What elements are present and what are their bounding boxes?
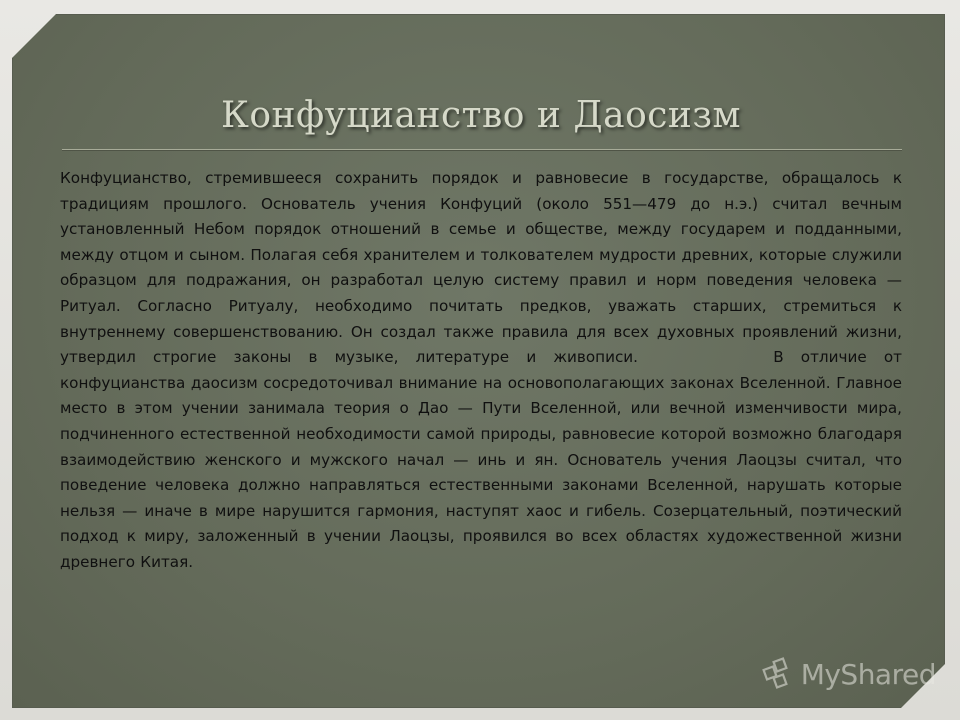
watermark	[761, 656, 936, 692]
myshared-logo-icon	[761, 656, 797, 692]
slide-title: Конфуцианство и Даосизм	[220, 95, 742, 136]
watermark-text: MyShared	[800, 657, 936, 691]
slide-body	[60, 166, 902, 576]
paragraph-2: В отличие от конфуцианства даосизм сосредоточивал внимание на основополагающих законах Вселенной. Главное место в этом учении занимала теория о Дао — Пути Вселенной, или вечной изменчивости мира, подчиненного естественной необходимости самой природы, равновесие которой возможно благодаря взаимодействию женского и мужского начал — инь и ян. Основатель учения Лаоцзы считал, что поведение человека должно направляться естественными законами Вселенной, нарушать которые нельзя — иначе в мире нарушится гармония, наступят хаос и гибель. Созерцательный, поэтический подход к миру, заложенный в учении Лаоцзы, проявился во всех областях художественной жизни древнего Китая.	[60, 348, 903, 571]
paragraph-1: Конфуцианство, стремившееся сохранить порядок и равновесие в государстве, обращалось к традициям прошлого. Основатель учения Конфуций (около 551—479 до н.э.) считал вечным установленный Небом порядок отношений в семье и обществе, между государем и подданными, между отцом и сыном. Полагая себя хранителем и толкователем мудрости древних, которые служили образцом для подражания, он разработал целую систему правил и норм поведения человека — Ритуал. Согласно Ритуалу, необходимо почитать предков, уважать старших, стремиться к внутреннему совершенствованию. Он создал также правила для всех духовных проявлений жизни, утвердил строгие законы в музыке, литературе и живописи.	[60, 169, 902, 367]
body-paragraph	[60, 166, 902, 576]
title-divider	[62, 149, 902, 151]
